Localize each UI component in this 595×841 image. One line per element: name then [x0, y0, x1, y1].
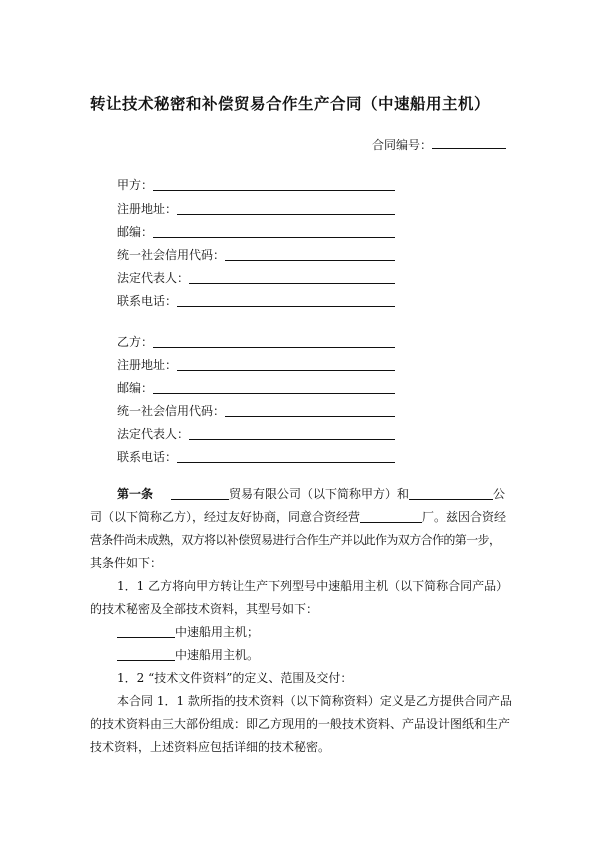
party-a-credit-code-blank[interactable]	[225, 259, 395, 261]
party-a-credit-code-field	[117, 246, 395, 263]
contract-number-blank[interactable]	[432, 136, 506, 149]
article-1	[90, 483, 510, 759]
party-a-name-blank[interactable]	[153, 189, 395, 191]
party-b-credit-code-label: 统一社会信用代码：	[117, 404, 226, 418]
party-a-name-label: 甲方：	[117, 178, 154, 192]
article-1-line-4: 其条件如下：	[90, 556, 163, 570]
party-b-postcode-blank[interactable]	[153, 392, 395, 394]
party-b-credit-code-field	[117, 402, 395, 419]
clause-1-2-line-1: 本合同 1．1 款所指的技术资料（以下简称资料）定义是乙方提供合同产品	[117, 694, 512, 708]
article-1-line-1	[90, 483, 510, 506]
party-b-name-field	[117, 333, 395, 350]
clause-1-1-line-1: 1．1 乙方将向甲方转让生产下列型号中速船用主机（以下简称合同产品）	[117, 579, 509, 593]
party-a-postcode-blank[interactable]	[153, 236, 395, 238]
party-b-postcode-field	[117, 379, 395, 396]
party-b-postcode-label: 邮编：	[117, 381, 154, 395]
clause-1-2-line-2: 的技术资料由三大部份组成：即乙方现用的一般技术资料、产品设计图纸和生产	[90, 717, 511, 731]
model-2-blank[interactable]	[117, 647, 175, 661]
party-a-rep-blank[interactable]	[189, 282, 395, 284]
clause-1-2-line-3: 技术资料，上述资料应包括详细的技术秘密。	[90, 740, 331, 754]
model-2-text: 中速船用主机。	[175, 648, 260, 662]
party-b-company-blank[interactable]	[409, 486, 493, 500]
party-b-phone-blank[interactable]	[177, 461, 395, 463]
article-1-line-2	[90, 506, 510, 529]
article-1-text: 司（以下简称乙方），经过友好协商，同意合资经营	[90, 510, 361, 524]
party-b-phone-field	[117, 448, 395, 465]
party-a-credit-code-label: 统一社会信用代码：	[117, 248, 226, 262]
model-1-text: 中速船用主机；	[175, 625, 260, 639]
party-b-phone-label: 联系电话：	[117, 450, 178, 464]
contract-number-label: 合同编号：	[372, 138, 433, 152]
party-b-name-blank[interactable]	[153, 346, 395, 348]
party-a-phone-field	[117, 292, 395, 309]
clause-1-2-heading: 1．2 “技术文件资料”的定义、范围及交付：	[117, 671, 353, 685]
party-a-rep-field	[117, 269, 395, 286]
party-a-postcode-label: 邮编：	[117, 225, 154, 239]
party-a-rep-label: 法定代表人：	[117, 271, 190, 285]
party-a-address-blank[interactable]	[177, 213, 395, 215]
article-1-text: 厂。兹因合资经	[422, 510, 507, 524]
party-b-rep-label: 法定代表人：	[117, 427, 190, 441]
document-title: 转让技术秘密和补偿贸易合作生产合同（中速船用主机）	[90, 94, 491, 113]
party-b-name-label: 乙方：	[117, 335, 154, 349]
party-b-rep-field	[117, 425, 395, 442]
party-a-phone-label: 联系电话：	[117, 294, 178, 308]
party-a-address-field	[117, 200, 395, 217]
contract-number-field	[372, 136, 506, 153]
clause-1-1-line-2: 的技术秘密及全部技术资料，其型号如下：	[90, 602, 319, 616]
party-a-company-blank[interactable]	[171, 486, 229, 500]
party-b-address-field	[117, 356, 395, 373]
article-1-line-3: 营条件尚未成熟，双方将以补偿贸易进行合作生产并以此作为双方合作的第一步，	[90, 533, 501, 547]
party-b-rep-blank[interactable]	[189, 438, 395, 440]
article-1-heading: 第一条	[117, 487, 154, 501]
joint-venture-name-blank[interactable]	[360, 509, 422, 523]
party-b-address-blank[interactable]	[177, 369, 395, 371]
party-a-name-field	[117, 176, 395, 193]
party-a-phone-blank[interactable]	[177, 305, 395, 307]
party-a-postcode-field	[117, 223, 395, 240]
article-1-text: 贸易有限公司（以下简称甲方）和	[229, 487, 410, 501]
party-b-address-label: 注册地址：	[117, 358, 178, 372]
model-1-blank[interactable]	[117, 624, 175, 638]
article-1-text: 公	[493, 487, 506, 501]
model-2-row	[90, 644, 510, 667]
party-b-credit-code-blank[interactable]	[225, 415, 395, 417]
party-a-address-label: 注册地址：	[117, 202, 178, 216]
model-1-row	[90, 621, 510, 644]
